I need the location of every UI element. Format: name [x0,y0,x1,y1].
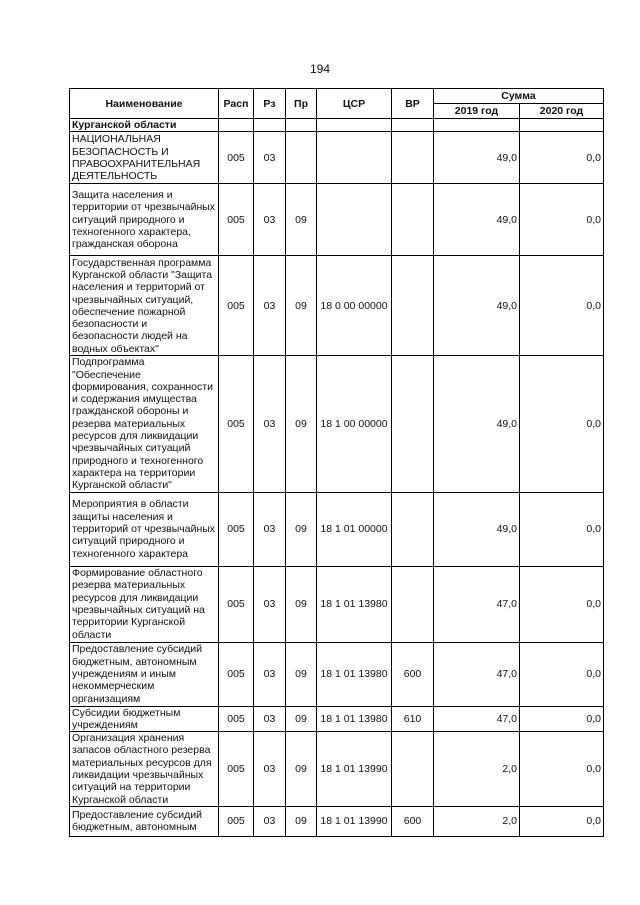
row-sum-2020: 0,0 [520,706,604,732]
row-csr: 18 1 01 13980 [317,706,392,732]
row-name: Мероприятия в области защиты населения и территорий от чрезвычайных ситуаций природного и техногенного характера [70,492,219,566]
row-rasp: 005 [219,184,254,256]
row-rz: 03 [254,566,286,642]
row-rasp: 005 [219,356,254,492]
region-empty-cell [392,119,434,132]
region-empty-cell [219,119,254,132]
row-vr [392,132,434,184]
table-row [70,732,604,807]
row-rz: 03 [254,706,286,732]
header-sum: Сумма [434,89,604,104]
row-rz: 03 [254,732,286,807]
header-vr: ВР [392,89,434,119]
row-csr: 18 1 00 00000 [317,356,392,492]
table-row [70,184,604,256]
row-rasp: 005 [219,706,254,732]
row-name: НАЦИОНАЛЬНАЯ БЕЗОПАСНОСТЬ И ПРАВООХРАНИТЕЛЬНАЯ ДЕЯТЕЛЬНОСТЬ [70,132,219,184]
row-sum-2019: 49,0 [434,356,520,492]
row-sum-2020: 0,0 [520,566,604,642]
region-row [70,119,604,132]
row-sum-2019: 2,0 [434,732,520,807]
row-rz: 03 [254,642,286,706]
row-pr: 09 [286,706,317,732]
row-name: Организация хранения запасов областного резерва материальных ресурсов для ликвидации чрезвычайных ситуаций на территории Курганской области [70,732,219,807]
region-empty-cell [434,119,520,132]
row-vr: 600 [392,806,434,836]
region-empty-cell [520,119,604,132]
table-row [70,642,604,706]
header-pr: Пр [286,89,317,119]
region-empty-cell [286,119,317,132]
row-rasp: 005 [219,492,254,566]
row-csr: 18 1 01 13990 [317,732,392,807]
row-sum-2020: 0,0 [520,492,604,566]
table-body [70,119,604,837]
row-name: Предоставление субсидий бюджетным, автономным [70,806,219,836]
row-sum-2019: 2,0 [434,806,520,836]
row-pr: 09 [286,184,317,256]
row-name: Субсидии бюджетным учреждениям [70,706,219,732]
table-row [70,566,604,642]
table-header [70,89,604,119]
row-sum-2019: 49,0 [434,184,520,256]
row-name: Подпрограмма "Обеспечение формирования, сохранности и содержания имущества гражданской обороны и резерва материальных ресурсов для ликвидации чрезвычайных ситуаций природного и техногенного характера на территории Курганской области" [70,356,219,492]
row-vr: 610 [392,706,434,732]
row-rasp: 005 [219,132,254,184]
header-rz: Рз [254,89,286,119]
row-pr: 09 [286,566,317,642]
row-csr: 18 1 01 00000 [317,492,392,566]
table-row [70,356,604,492]
row-rasp: 005 [219,806,254,836]
row-sum-2019: 49,0 [434,492,520,566]
header-year-2020: 2020 год [520,104,604,119]
page-number: 194 [309,62,331,76]
row-rz: 03 [254,132,286,184]
header-csr: ЦСР [317,89,392,119]
row-pr: 09 [286,806,317,836]
row-rasp: 005 [219,566,254,642]
region-name: Курганской области [70,119,219,132]
region-empty-cell [317,119,392,132]
row-sum-2020: 0,0 [520,132,604,184]
row-csr [317,184,392,256]
row-rz: 03 [254,492,286,566]
row-pr: 09 [286,356,317,492]
row-pr: 09 [286,492,317,566]
table-row [70,806,604,836]
row-name: Формирование областного резерва материальных ресурсов для ликвидации чрезвычайных ситуаций на территории Курганской области [70,566,219,642]
row-sum-2020: 0,0 [520,184,604,256]
row-rz: 03 [254,184,286,256]
header-year-2019: 2019 год [434,104,520,119]
row-sum-2020: 0,0 [520,732,604,807]
row-vr [392,492,434,566]
row-sum-2019: 49,0 [434,256,520,356]
row-sum-2020: 0,0 [520,356,604,492]
row-csr: 18 1 01 13990 [317,806,392,836]
row-vr: 600 [392,642,434,706]
row-vr [392,356,434,492]
row-pr: 09 [286,732,317,807]
table-row [70,132,604,184]
row-rz: 03 [254,356,286,492]
row-csr: 18 1 01 13980 [317,566,392,642]
row-name: Государственная программа Курганской области "Защита населения и территорий от чрезвычайных ситуаций, обеспечение пожарной безопасности и безопасности людей на водных объектах" [70,256,219,356]
table-row [70,492,604,566]
row-rasp: 005 [219,256,254,356]
row-sum-2019: 47,0 [434,566,520,642]
row-rasp: 005 [219,642,254,706]
row-vr [392,566,434,642]
budget-table [69,88,604,837]
row-vr [392,184,434,256]
row-sum-2020: 0,0 [520,642,604,706]
header-rasp: Расп [219,89,254,119]
table-row [70,256,604,356]
row-pr: 09 [286,642,317,706]
row-sum-2020: 0,0 [520,256,604,356]
row-rasp: 005 [219,732,254,807]
row-csr: 18 0 00 00000 [317,256,392,356]
row-rz: 03 [254,256,286,356]
row-sum-2020: 0,0 [520,806,604,836]
row-vr [392,256,434,356]
row-sum-2019: 47,0 [434,642,520,706]
header-name: Наименование [70,89,219,119]
region-empty-cell [254,119,286,132]
row-pr: 09 [286,256,317,356]
table-row [70,706,604,732]
row-pr [286,132,317,184]
row-sum-2019: 49,0 [434,132,520,184]
row-vr [392,732,434,807]
row-name: Защита населения и территории от чрезвычайных ситуаций природного и техногенного характера, гражданская оборона [70,184,219,256]
row-rz: 03 [254,806,286,836]
row-csr [317,132,392,184]
row-name: Предоставление субсидий бюджетным, автономным учреждениям и иным некоммерческим организациям [70,642,219,706]
row-csr: 18 1 01 13980 [317,642,392,706]
row-sum-2019: 47,0 [434,706,520,732]
